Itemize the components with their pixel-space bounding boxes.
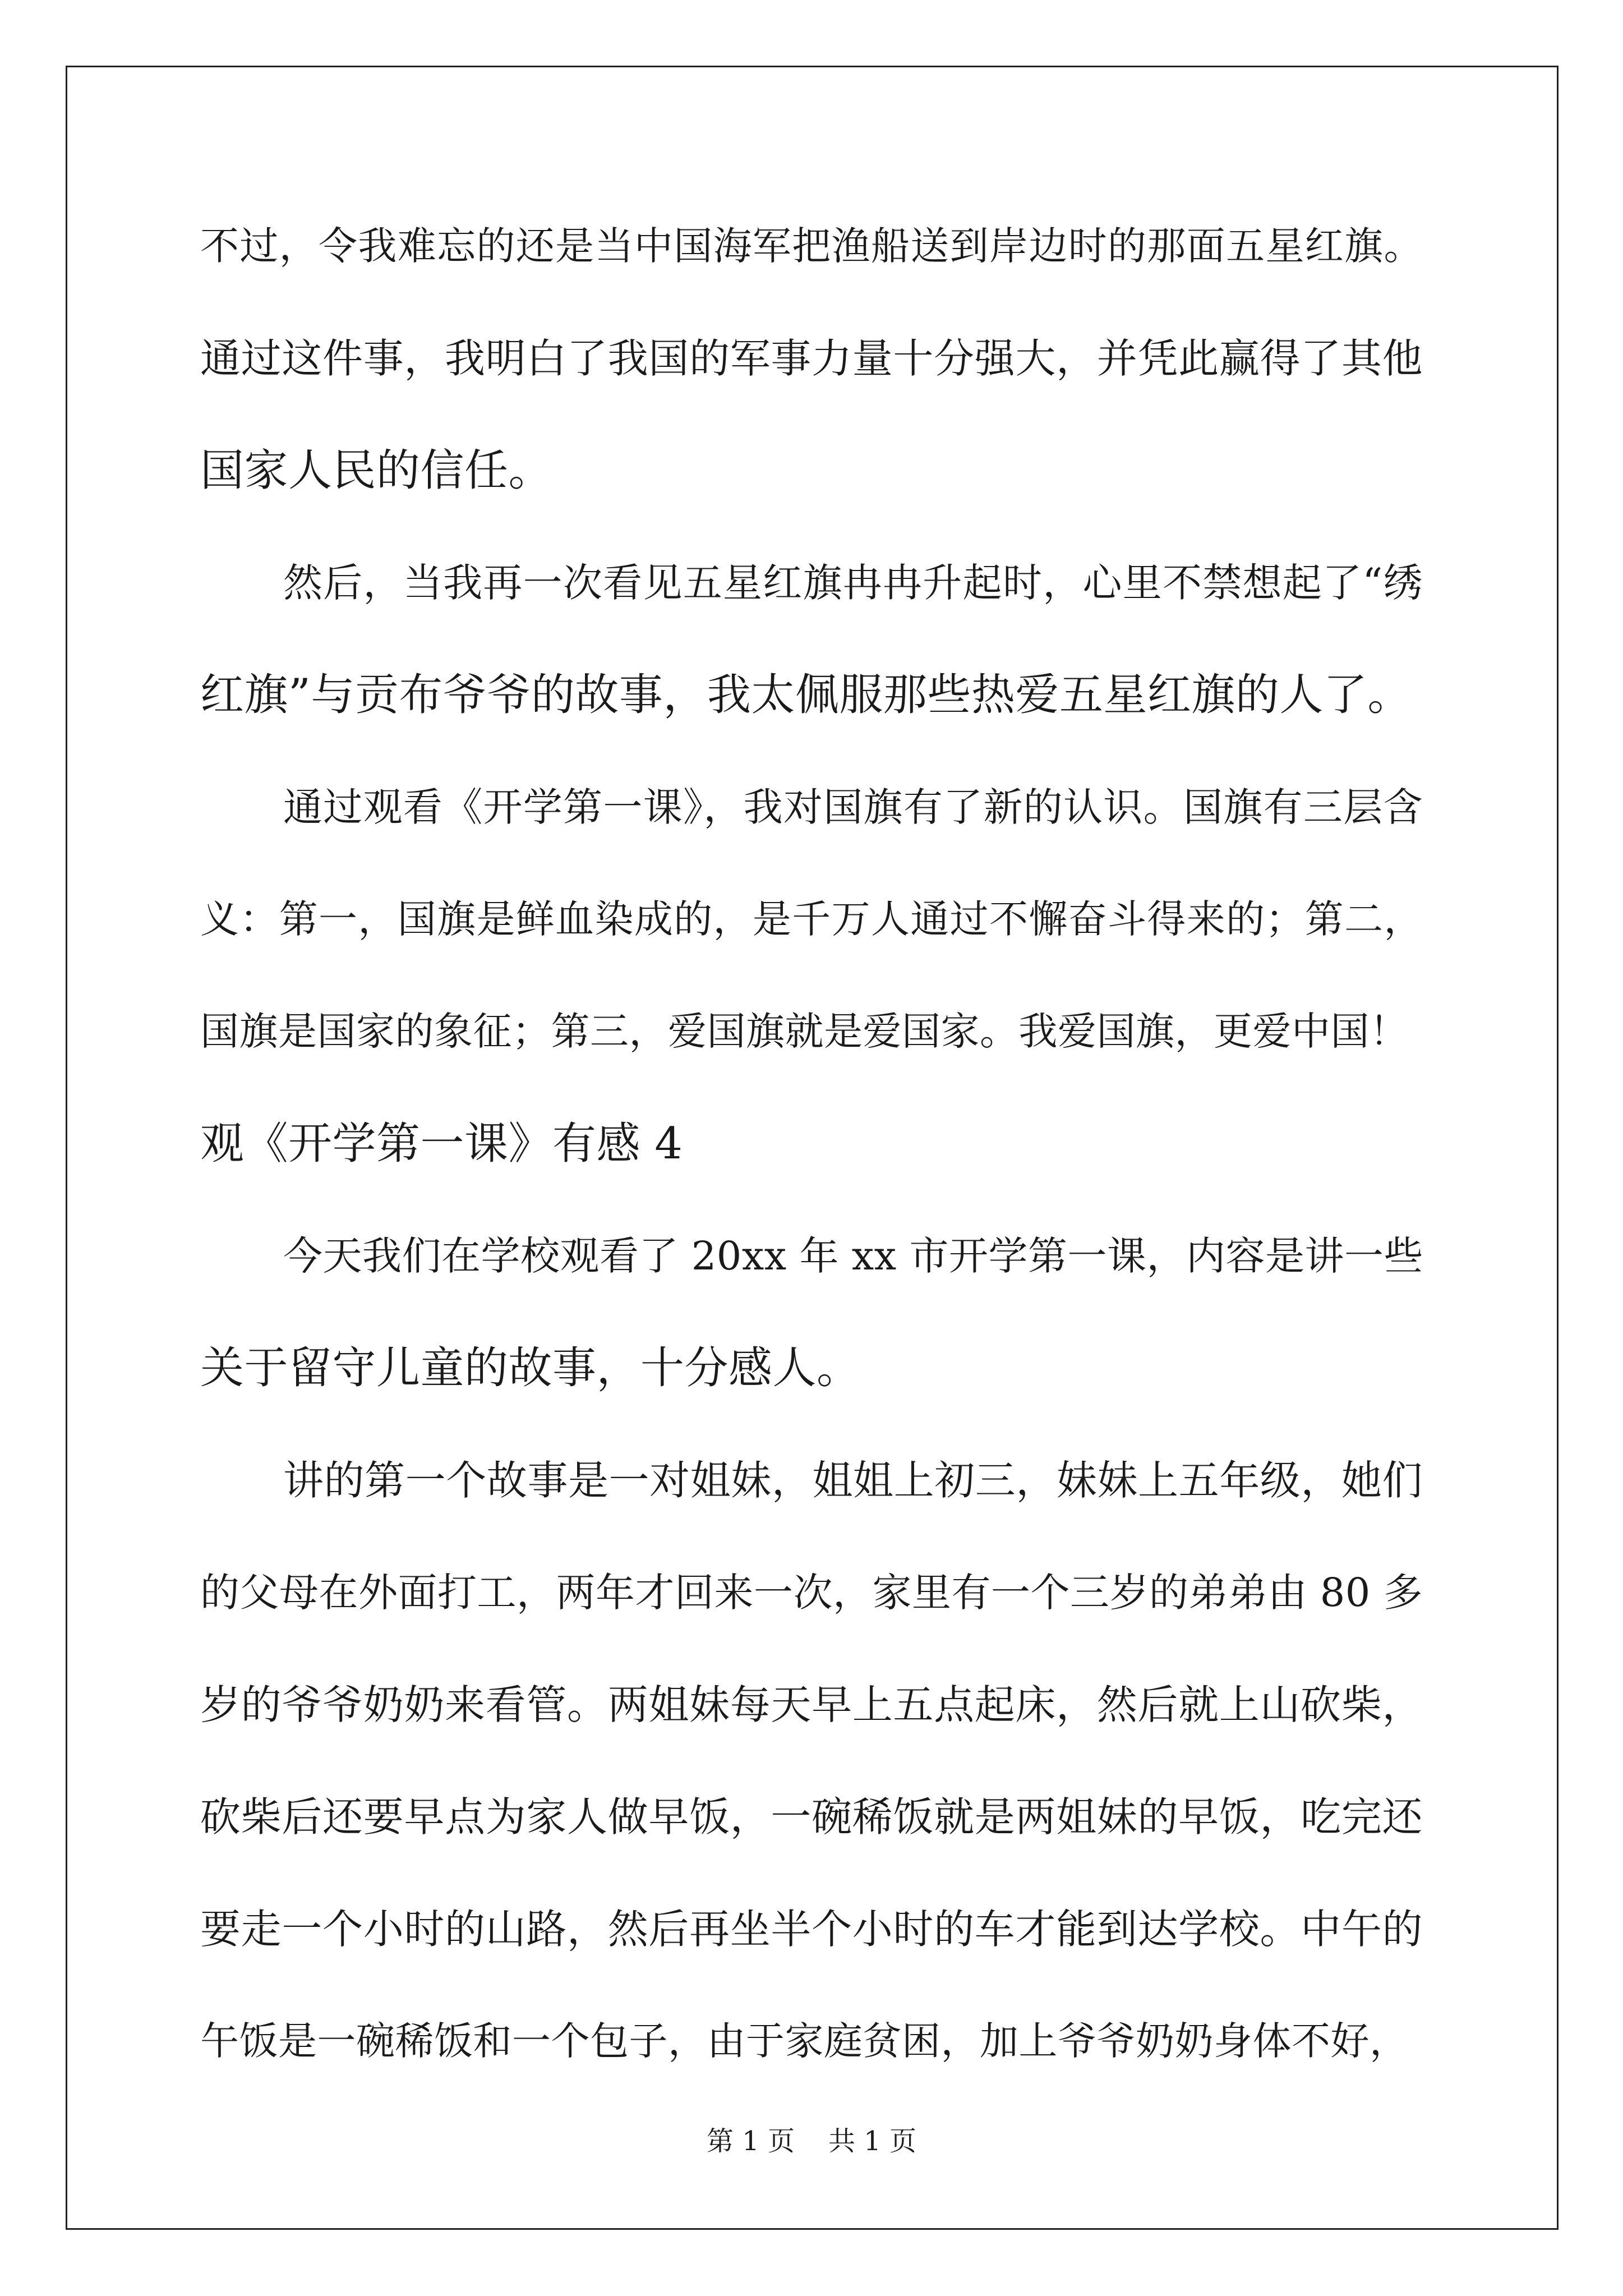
page-footer (0, 2127, 1623, 2155)
text-line: 然后，当我再一次看见五星红旗冉冉升起时，心里不禁想起了“绣 (283, 560, 1423, 606)
text-line: 通过这件事，我明白了我国的军事力量十分强大，并凭此赢得了其他 (200, 335, 1423, 382)
text-line: 国旗是国家的象征；第三，爱国旗就是爱国家。我爱国旗，更爱中国！ (200, 1009, 1409, 1054)
text-line: 义：第一，国旗是鲜血染成的，是千万人通过不懈奋斗得来的；第二， (200, 897, 1423, 942)
text-line: 砍柴后还要早点为家人做早饭，一碗稀饭就是两姐妹的早饭，吃完还 (200, 1793, 1423, 1841)
page-number-current: 第 1 页 (706, 2125, 795, 2157)
text-line: 讲的第一个故事是一对姐妹，姐姐上初三，妹妹上五年级，她们 (283, 1457, 1423, 1504)
text-line: 红旗”与贡布爷爷的故事，我太佩服那些热爱五星红旗的人了。 (200, 670, 1412, 720)
text-line: 午饭是一碗稀饭和一个包子，由于家庭贫困，加上爷爷奶奶身体不好， (200, 2019, 1409, 2064)
page-number-total: 共 1 页 (828, 2125, 917, 2157)
text-line: 要走一个小时的山路，然后再坐半个小时的车才能到达学校。中午的 (200, 1906, 1423, 1953)
text-line: 观《开学第一课》有感 4 (200, 1119, 683, 1169)
text-line: 今天我们在学校观看了 20xx 年 xx 市开学第一课，内容是讲一些 (283, 1233, 1423, 1279)
text-line: 的父母在外面打工，两年才回来一次，家里有一个三岁的弟弟由 80 多 (200, 1570, 1423, 1616)
text-line: 岁的爷爷奶奶来看管。两姐妹每天早上五点起床，然后就上山砍柴， (200, 1681, 1423, 1728)
text-line: 通过观看《开学第一课》，我对国旗有了新的认识。国旗有三层含 (283, 784, 1423, 830)
text-line: 国家人民的信任。 (200, 445, 553, 496)
text-line: 不过，令我难忘的还是当中国海军把渔船送到岸边时的那面五星红旗。 (200, 224, 1423, 269)
document-body (200, 224, 1423, 2132)
text-line: 关于留守儿童的故事，十分感人。 (200, 1343, 861, 1393)
